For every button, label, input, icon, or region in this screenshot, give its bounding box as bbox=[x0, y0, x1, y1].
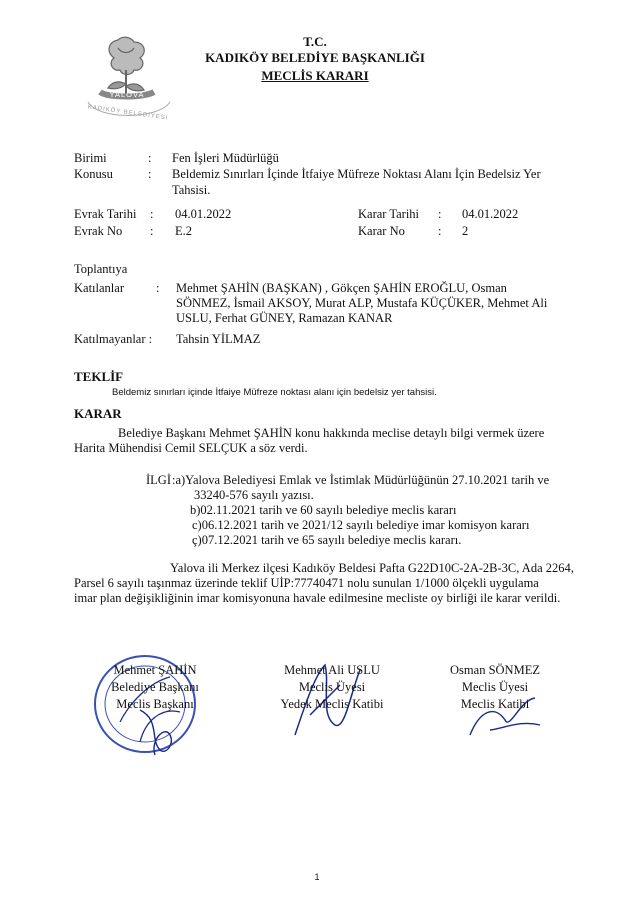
karar-para2-line3: imar plan değişikliğinin imar komisyonuna havale edilmesine mecliste oy birliği ile karar verildi. bbox=[74, 591, 561, 605]
page-number: 1 bbox=[314, 872, 320, 882]
toplantiya-label: Toplantıya bbox=[74, 262, 128, 276]
signature-1-title2: Meclis Başkanı bbox=[116, 697, 194, 711]
ilgi-a-line2: 33240-576 sayılı yazısı. bbox=[194, 488, 314, 502]
karar-no-value: 2 bbox=[462, 224, 469, 238]
ilgi-a-line1: :a)Yalova Belediyesi Emlak ve İstimlak Müdürlüğünün 27.10.2021 tarih ve bbox=[172, 473, 550, 487]
karar-tarihi-colon: : bbox=[438, 207, 442, 221]
birimi-colon: : bbox=[148, 151, 152, 165]
evrak-no-colon: : bbox=[150, 224, 154, 238]
karar-no-colon: : bbox=[438, 224, 442, 238]
logo-text: YALOVA bbox=[109, 90, 145, 99]
karar-heading: KARAR bbox=[74, 406, 122, 421]
katilmayanlar-label: Katılmayanlar : bbox=[74, 332, 153, 346]
evrak-no-label: Evrak No bbox=[74, 224, 123, 238]
konusu-line1: Beldemiz Sınırları İçinde İtfaiye Müfreze Noktası Alanı İçin Bedelsiz Yer bbox=[172, 167, 541, 181]
header-municipality: KADIKÖY BELEDİYE BAŞKANLIĞI bbox=[205, 50, 425, 65]
katilanlar-line2: SÖNMEZ, İsmail AKSOY, Murat ALP, Mustafa KÜÇÜKER, Mehmet Ali bbox=[176, 296, 548, 310]
signature-2-name: Mehmet Ali USLU bbox=[284, 663, 380, 677]
katilanlar-colon: : bbox=[156, 281, 160, 295]
teklif-heading: TEKLİF bbox=[74, 369, 124, 384]
signature-1-title1: Belediye Başkanı bbox=[111, 680, 199, 694]
ilgi-label: İLGİ bbox=[146, 473, 171, 487]
signature-3-name: Osman SÖNMEZ bbox=[450, 663, 540, 677]
evrak-tarihi-colon: : bbox=[150, 207, 154, 221]
header-title: MECLİS KARARI bbox=[261, 68, 369, 83]
konusu-line2: Tahsisi. bbox=[172, 183, 211, 197]
evrak-tarihi-value: 04.01.2022 bbox=[175, 207, 232, 221]
karar-para1-line2: Harita Mühendisi Cemil SELÇUK a söz verdi. bbox=[74, 441, 308, 455]
katilmayanlar-value: Tahsin YİLMAZ bbox=[176, 332, 261, 346]
birimi-label: Birimi bbox=[74, 151, 107, 165]
karar-tarihi-value: 04.01.2022 bbox=[462, 207, 519, 221]
header-tc: T.C. bbox=[303, 34, 327, 49]
logo-subtext: KADIKÖY BELEDİYESİ bbox=[87, 104, 169, 122]
municipality-logo bbox=[78, 30, 178, 130]
ilgi-c: c)06.12.2021 tarih ve 2021/12 sayılı belediye imar komisyon kararı bbox=[192, 518, 530, 532]
signature-3-title2: Meclis Katibi bbox=[460, 697, 530, 711]
konusu-label: Konusu bbox=[74, 167, 113, 181]
signature-1-name: Mehmet ŞAHİN bbox=[113, 663, 197, 677]
konusu-colon: : bbox=[148, 167, 152, 181]
ilgi-b: b)02.11.2021 tarih ve 60 sayılı belediye meclis kararı bbox=[190, 503, 457, 517]
karar-tarihi-label: Karar Tarihi bbox=[358, 207, 420, 221]
katilanlar-label: Katılanlar bbox=[74, 281, 124, 295]
evrak-no-value: E.2 bbox=[175, 224, 193, 238]
signature-2-title1: Meclis Üyesi bbox=[298, 680, 366, 694]
birimi-value: Fen İşleri Müdürlüğü bbox=[172, 151, 279, 165]
karar-para1-line1: Belediye Başkanı Mehmet ŞAHİN konu hakkında meclise detaylı bilgi vermek üzere bbox=[118, 426, 545, 440]
signature-2-title2: Yedek Meclis Katibi bbox=[280, 697, 384, 711]
katilanlar-line1: Mehmet ŞAHİN (BAŞKAN) , Gökçen ŞAHİN EROĞLU, Osman bbox=[176, 281, 507, 295]
karar-no-label: Karar No bbox=[358, 224, 405, 238]
katilanlar-line3: USLU, Ferhat GÜNEY, Ramazan KANAR bbox=[176, 311, 393, 325]
ilgi-d: ç)07.12.2021 tarih ve 65 sayılı belediye meclis kararı. bbox=[192, 533, 462, 547]
karar-para2-line1: Yalova ili Merkez ilçesi Kadıköy Beldesi Pafta G22D10C-2A-2B-3C, Ada 2264, bbox=[170, 561, 574, 575]
teklif-text: Beldemiz sınırları içinde İtfaiye Müfreze noktası alanı için bedelsiz yer tahsisi. bbox=[112, 387, 437, 398]
karar-para2-line2: Parsel 6 sayılı taşınmaz üzerinde teklif UİP:77740471 nolu sunulan 1/1000 ölçekli uygulama bbox=[74, 576, 539, 590]
evrak-tarihi-label: Evrak Tarihi bbox=[74, 207, 137, 221]
signature-3-title1: Meclis Üyesi bbox=[461, 680, 529, 694]
